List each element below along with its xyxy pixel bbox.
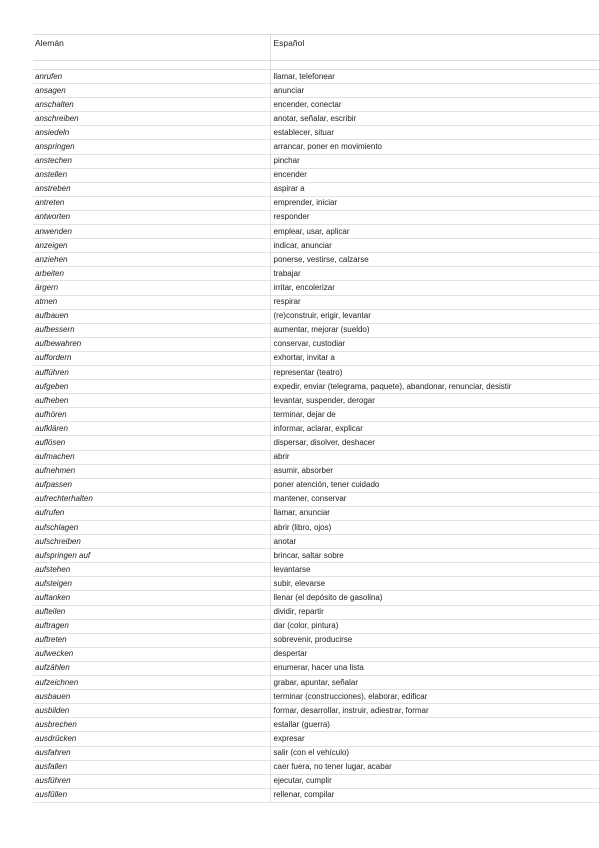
table-row (33, 577, 599, 591)
table-row (33, 225, 599, 239)
table-row (33, 690, 599, 704)
spanish-translation: emplear, usar, aplicar (270, 225, 599, 239)
table-row (33, 84, 599, 98)
table-row (33, 112, 599, 126)
table-row (33, 70, 599, 84)
table-row (33, 337, 599, 351)
table-row (33, 281, 599, 295)
german-word: auftragen (33, 619, 270, 633)
header-german: Alemán (33, 35, 270, 61)
german-word: ausfallen (33, 760, 270, 774)
spanish-translation: mantener, conservar (270, 492, 599, 506)
german-word: atmen (33, 295, 270, 309)
spanish-translation: levantar, suspender, derogar (270, 394, 599, 408)
german-word: aufklären (33, 422, 270, 436)
german-word: aufnehmen (33, 464, 270, 478)
german-word: aufschreiben (33, 535, 270, 549)
table-row (33, 535, 599, 549)
table-row (33, 253, 599, 267)
german-word: aufsteigen (33, 577, 270, 591)
table-row (33, 394, 599, 408)
spanish-translation: encender (270, 168, 599, 182)
header-row (33, 35, 599, 61)
table-row (33, 196, 599, 210)
spanish-translation: dispersar, disolver, deshacer (270, 436, 599, 450)
spanish-translation: trabajar (270, 267, 599, 281)
spanish-translation: informar, aclarar, explicar (270, 422, 599, 436)
table-row (33, 506, 599, 520)
vocabulary-table (33, 34, 599, 803)
german-word: aufspringen auf (33, 549, 270, 563)
german-word: ausdrücken (33, 732, 270, 746)
table-row (33, 267, 599, 281)
spanish-translation: expedir, enviar (telegrama, paquete), abandonar, renunciar, desistir (270, 380, 599, 394)
german-word: aufrechterhalten (33, 492, 270, 506)
table-row (33, 210, 599, 224)
spanish-translation: llamar, anunciar (270, 506, 599, 520)
spanish-translation: expresar (270, 732, 599, 746)
vocabulary-rows (33, 61, 599, 803)
table-row (33, 98, 599, 112)
german-word: aufpassen (33, 478, 270, 492)
german-word: auftreten (33, 633, 270, 647)
german-word: auftanken (33, 591, 270, 605)
spanish-translation: anunciar (270, 84, 599, 98)
table-row (33, 365, 599, 379)
german-word: anspringen (33, 140, 270, 154)
table-row (33, 154, 599, 168)
table-row (33, 647, 599, 661)
spanish-translation: irritar, encolerizar (270, 281, 599, 295)
german-word: aufstehen (33, 563, 270, 577)
german-word: aufbauen (33, 309, 270, 323)
spanish-translation: emprender, iniciar (270, 196, 599, 210)
german-word: anstreben (33, 182, 270, 196)
german-word: auffordern (33, 351, 270, 365)
table-row (33, 633, 599, 647)
german-word: aufschlagen (33, 521, 270, 535)
spanish-translation: representar (teatro) (270, 365, 599, 379)
table-row (33, 774, 599, 788)
spanish-translation: llamar, telefonear (270, 70, 599, 84)
table-row (33, 239, 599, 253)
spanish-translation: responder (270, 210, 599, 224)
german-word: anschreiben (33, 112, 270, 126)
german-word: antreten (33, 196, 270, 210)
spanish-translation: poner atención, tener cuidado (270, 478, 599, 492)
spanish-translation: dividir, repartir (270, 605, 599, 619)
german-word: ausfüllen (33, 788, 270, 802)
spanish-translation: despertar (270, 647, 599, 661)
spanish-translation: grabar, apuntar, señalar (270, 676, 599, 690)
spanish-translation: llenar (el depósito de gasolina) (270, 591, 599, 605)
spanish-translation: (re)construir, erigir, levantar (270, 309, 599, 323)
table-row (33, 704, 599, 718)
german-word: aufhören (33, 408, 270, 422)
spanish-translation: asumir, absorber (270, 464, 599, 478)
spanish-translation: aspirar a (270, 182, 599, 196)
german-word: auflösen (33, 436, 270, 450)
spanish-translation: conservar, custodiar (270, 337, 599, 351)
table-row (33, 718, 599, 732)
spanish-translation: terminar, dejar de (270, 408, 599, 422)
spanish-translation: indicar, anunciar (270, 239, 599, 253)
spanish-translation: abrir (libro, ojos) (270, 521, 599, 535)
table-row (33, 605, 599, 619)
spanish-translation: aumentar, mejorar (sueldo) (270, 323, 599, 337)
spanish-translation: estallar (guerra) (270, 718, 599, 732)
spanish-translation: ponerse, vestirse, calzarse (270, 253, 599, 267)
spanish-translation: exhortar, invitar a (270, 351, 599, 365)
table-row (33, 746, 599, 760)
german-word: ansiedeln (33, 126, 270, 140)
german-word: anstellen (33, 168, 270, 182)
spanish-translation: caer fuera, no tener lugar, acabar (270, 760, 599, 774)
german-word: anstechen (33, 154, 270, 168)
german-word: ausbilden (33, 704, 270, 718)
german-word: aufmachen (33, 450, 270, 464)
table-row (33, 323, 599, 337)
table-row (33, 408, 599, 422)
spanish-translation: enumerar, hacer una lista (270, 661, 599, 675)
spanish-translation: brincar, saltar sobre (270, 549, 599, 563)
table-row (33, 661, 599, 675)
spanish-translation: encender, conectar (270, 98, 599, 112)
spanish-translation: rellenar, compilar (270, 788, 599, 802)
spanish-translation: anotar (270, 535, 599, 549)
spanish-translation: subir, elevarse (270, 577, 599, 591)
table-row (33, 521, 599, 535)
table-row (33, 676, 599, 690)
spanish-translation: sobrevenir, producirse (270, 633, 599, 647)
german-word: aufwecken (33, 647, 270, 661)
german-word: aufzeichnen (33, 676, 270, 690)
german-word: ausbauen (33, 690, 270, 704)
german-word: aufgeben (33, 380, 270, 394)
header-spanish: Español (270, 35, 599, 61)
german-word: aufteilen (33, 605, 270, 619)
german-word: ausführen (33, 774, 270, 788)
table-row (33, 168, 599, 182)
german-word: aufführen (33, 365, 270, 379)
spanish-translation: establecer, situar (270, 126, 599, 140)
german-word: anzeigen (33, 239, 270, 253)
spanish-translation: formar, desarrollar, instruir, adiestrar, formar (270, 704, 599, 718)
german-word: arbeiten (33, 267, 270, 281)
spanish-translation: levantarse (270, 563, 599, 577)
german-word: aufheben (33, 394, 270, 408)
spanish-translation: salir (con el vehículo) (270, 746, 599, 760)
spanish-translation: terminar (construcciones), elaborar, edificar (270, 690, 599, 704)
german-word: aufrufen (33, 506, 270, 520)
table-row (33, 182, 599, 196)
german-word: aufbewahren (33, 337, 270, 351)
german-word: ärgern (33, 281, 270, 295)
table-row (33, 126, 599, 140)
spanish-translation: abrir (270, 450, 599, 464)
table-row (33, 450, 599, 464)
table-row (33, 464, 599, 478)
german-word: anrufen (33, 70, 270, 84)
spanish-translation: respirar (270, 295, 599, 309)
german-word: ausbrechen (33, 718, 270, 732)
table-row (33, 563, 599, 577)
german-word: antworten (33, 210, 270, 224)
german-word: ausfahren (33, 746, 270, 760)
spanish-translation: ejecutar, cumplir (270, 774, 599, 788)
table-row (33, 732, 599, 746)
german-word: anwenden (33, 225, 270, 239)
table-row (33, 436, 599, 450)
table-row (33, 788, 599, 802)
german-word: anschalten (33, 98, 270, 112)
german-word: anziehen (33, 253, 270, 267)
spanish-translation: dar (color, pintura) (270, 619, 599, 633)
table-row (33, 492, 599, 506)
table-row (33, 422, 599, 436)
table-row (33, 478, 599, 492)
table-row (33, 591, 599, 605)
spanish-translation: arrancar, poner en movimiento (270, 140, 599, 154)
table-row (33, 549, 599, 563)
table-row (33, 351, 599, 365)
table-row (33, 295, 599, 309)
german-word: ansagen (33, 84, 270, 98)
spacer-row (33, 61, 599, 70)
german-word: aufbessern (33, 323, 270, 337)
spanish-translation: pinchar (270, 154, 599, 168)
spanish-translation: anotar, señalar, escribir (270, 112, 599, 126)
table-row (33, 619, 599, 633)
german-word: aufzählen (33, 661, 270, 675)
table-row (33, 309, 599, 323)
table-row (33, 140, 599, 154)
table-row (33, 760, 599, 774)
table-row (33, 380, 599, 394)
